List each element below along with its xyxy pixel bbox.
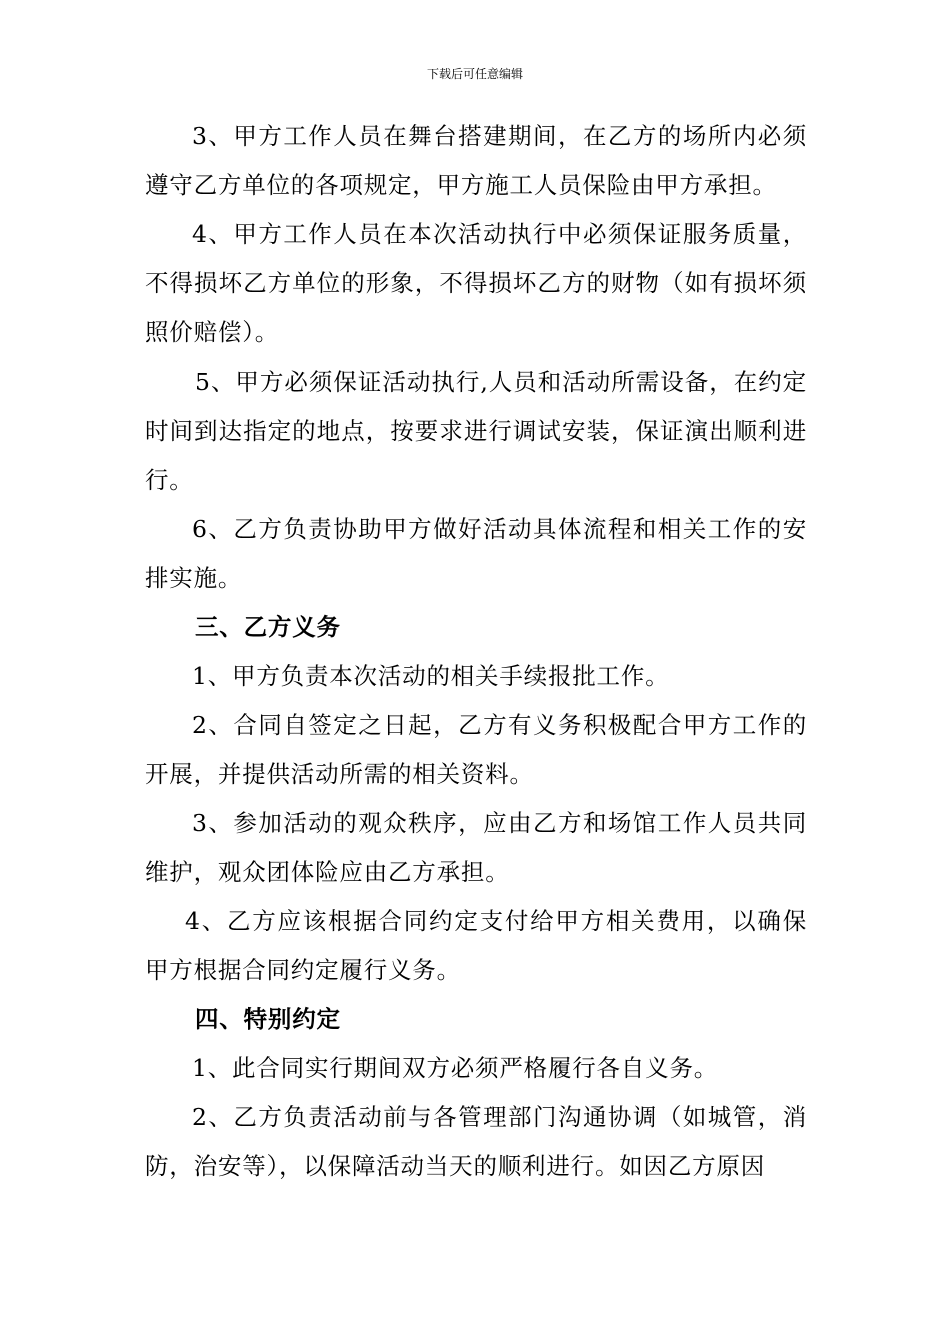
clause-party-a-6: 6、乙方负责协助甲方做好活动具体流程和相关工作的安排实施。 bbox=[145, 515, 807, 592]
clause-party-b-3: 3、参加活动的观众秩序，应由乙方和场馆工作人员共同维护，观众团体险应由乙方承担。 bbox=[145, 809, 807, 886]
clause-party-a-4: 4、甲方工作人员在本次活动执行中必须保证服务质量，不得损坏乙方单位的形象，不得损坏乙方的财物（如有损坏须照价赔偿）。 bbox=[145, 220, 807, 346]
clause-party-a-3: 3、甲方工作人员在舞台搭建期间，在乙方的场所内必须遵守乙方单位的各项规定，甲方施工人员保险由甲方承担。 bbox=[145, 122, 807, 199]
clause-party-b-4: 4、乙方应该根据合同约定支付给甲方相关费用，以确保甲方根据合同约定履行义务。 bbox=[145, 907, 807, 984]
clause-party-b-1: 1、甲方负责本次活动的相关手续报批工作。 bbox=[192, 662, 670, 690]
document-body bbox=[145, 112, 807, 1191]
page-header-note: 下载后可任意编辑 bbox=[426, 67, 523, 81]
clause-special-2: 2、乙方负责活动前与各管理部门沟通协调（如城管，消防，治安等），以保障活动当天的顺利进行。如因乙方原因 bbox=[145, 1103, 807, 1180]
clause-party-a-5: 5、甲方必须保证活动执行,人员和活动所需设备，在约定时间到达指定的地点，按要求进行调试安装，保证演出顺利进行。 bbox=[145, 368, 807, 494]
section-heading-special-agreement: 四、特别约定 bbox=[195, 1005, 341, 1033]
section-heading-party-b-obligations: 三、乙方义务 bbox=[195, 613, 341, 641]
clause-party-b-2: 2、合同自签定之日起，乙方有义务积极配合甲方工作的开展，并提供活动所需的相关资料。 bbox=[145, 711, 807, 788]
clause-special-1: 1、此合同实行期间双方必须严格履行各自义务。 bbox=[192, 1054, 719, 1082]
